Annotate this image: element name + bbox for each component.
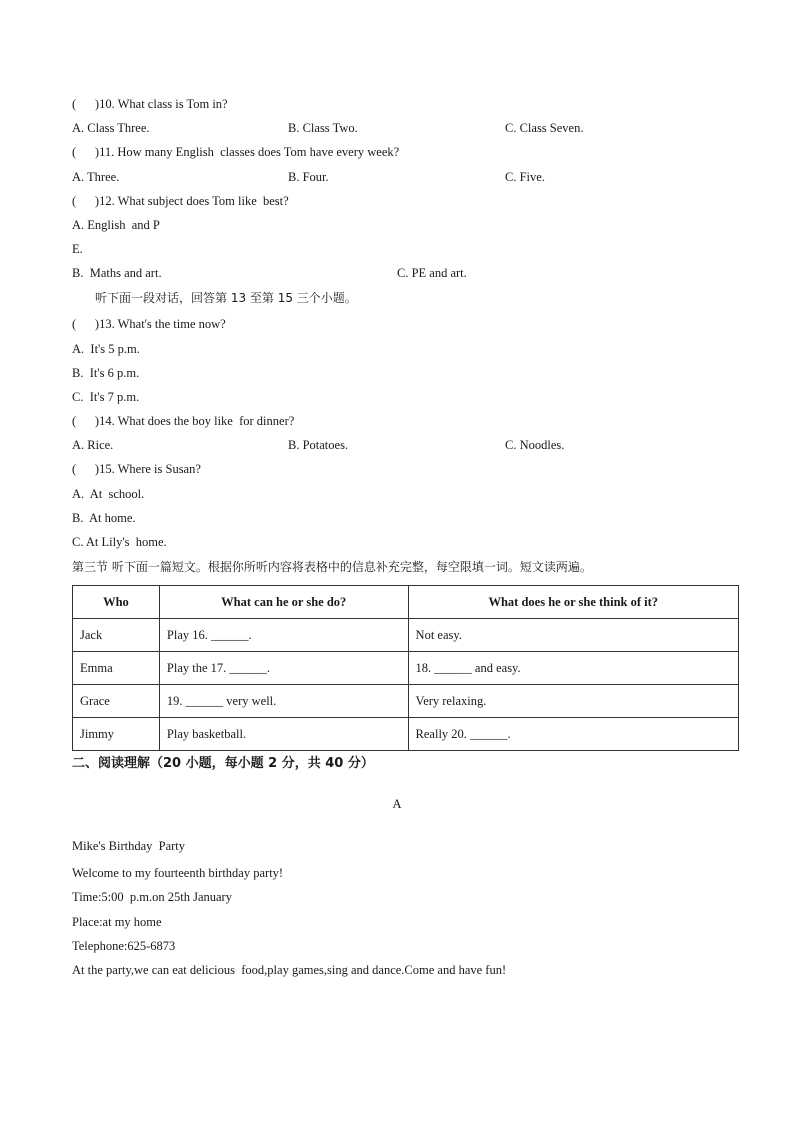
question-14-option-a: A. Rice. [72,438,114,452]
table-row [73,619,739,652]
table-cell-ability: Play the 17. ______. [159,652,408,685]
question-11-option-a: A. Three. [72,170,120,184]
table-cell-opinion: Really 20. ______. [408,718,738,751]
table-row [73,652,739,685]
listening-info-table [72,585,739,751]
table-cell-name: Grace [73,685,160,718]
question-12-option-a-continued: E. [72,242,83,256]
passage-place: Place:at my home [72,915,162,929]
table-header-row [73,586,739,619]
section-instruction: 听下面一段对话，回答第 13 至第 15 三个小题。 [95,291,357,305]
table-cell-name: Emma [73,652,160,685]
table-header-opinion: What does he or she think of it? [408,586,738,619]
table-cell-ability: Play 16. ______. [159,619,408,652]
question-12-option-a: A. English and P [72,218,160,232]
question-14-stem: ( )14. What does the boy like for dinner? [72,414,295,428]
question-14-option-b: B. Potatoes. [288,438,349,452]
question-13-option-b: B. It's 6 p.m. [72,366,140,380]
table-cell-name: Jack [73,619,160,652]
question-11-option-b: B. Four. [288,170,329,184]
question-10-stem: ( )10. What class is Tom in? [72,97,228,111]
question-13-option-a: A. It's 5 p.m. [72,342,140,356]
passage-body: At the party,we can eat delicious food,play games,sing and dance.Come and have fun! [72,963,507,977]
table-header-who: Who [73,586,160,619]
question-12-option-c: C. PE and art. [397,266,467,280]
section-3-instruction: 第三节 听下面一篇短文。根据你所听内容将表格中的信息补充完整，每空限填一词。短文读两遍。 [72,560,592,574]
question-11-stem: ( )11. How many English classes does Tom have every week? [72,145,400,159]
question-12-stem: ( )12. What subject does Tom like best? [72,194,289,208]
question-10-option-a: A. Class Three. [72,121,150,135]
passage-title: Mike's Birthday Party [72,839,186,853]
table-row [73,718,739,751]
part-2-heading: 二、阅读理解（20 小题，每小题 2 分，共 40 分） [72,756,374,771]
question-12-option-b: B. Maths and art. [72,266,162,280]
table-cell-name: Jimmy [73,718,160,751]
table-row [73,685,739,718]
passage-label: A [392,797,402,811]
question-13-option-c: C. It's 7 p.m. [72,390,140,404]
question-15-option-b: B. At home. [72,511,136,525]
passage-telephone: Telephone:625-6873 [72,939,176,953]
passage-time: Time:5:00 p.m.on 25th January [72,890,232,904]
question-15-option-a: A. At school. [72,487,145,501]
question-15-stem: ( )15. Where is Susan? [72,462,201,476]
question-13-stem: ( )13. What's the time now? [72,317,226,331]
question-10-option-c: C. Class Seven. [505,121,584,135]
table-cell-opinion: Not easy. [408,619,738,652]
table-cell-ability: Play basketball. [159,718,408,751]
table-header-ability: What can he or she do? [159,586,408,619]
question-10-option-b: B. Class Two. [288,121,358,135]
passage-welcome: Welcome to my fourteenth birthday party! [72,866,284,880]
question-11-option-c: C. Five. [505,170,545,184]
question-15-option-c: C. At Lily's home. [72,535,167,549]
question-14-option-c: C. Noodles. [505,438,565,452]
table-cell-opinion: Very relaxing. [408,685,738,718]
table-cell-ability: 19. ______ very well. [159,685,408,718]
table-cell-opinion: 18. ______ and easy. [408,652,738,685]
